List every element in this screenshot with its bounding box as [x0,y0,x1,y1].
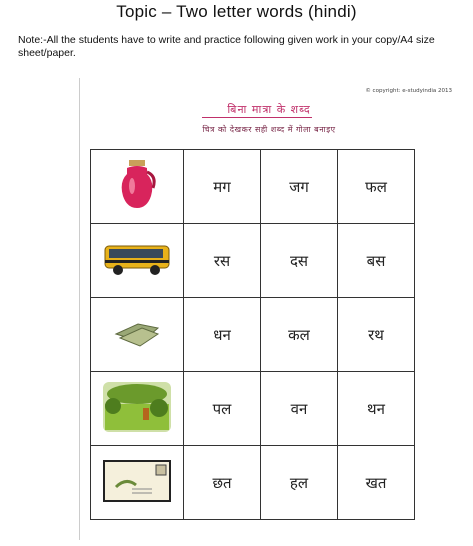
title-underline [202,117,312,118]
worksheet [79,78,458,540]
word-option: धन [184,298,261,372]
table-row [91,372,415,446]
table-row [91,298,415,372]
word-option: वन [261,372,338,446]
worksheet-title: बिना मात्रा के शब्द [227,103,311,116]
copyright-text: © copyright: e-studyindia 2013 [365,88,452,94]
page-title: Topic – Two letter words (hindi) [116,2,357,21]
letter-icon [102,459,172,507]
word-option: पल [184,372,261,446]
word-option: कल [261,298,338,372]
word-option: थन [338,372,415,446]
bus-icon [103,242,171,280]
word-option: बस [338,224,415,298]
table-row [91,446,415,520]
table-row [91,150,415,224]
word-option: जग [261,150,338,224]
word-option: हल [261,446,338,520]
word-option: दस [261,224,338,298]
word-option: खत [338,446,415,520]
word-option: छत [184,446,261,520]
worksheet-subtitle: चित्र को देखकर सही शब्द में गोला बनाइए [202,125,336,134]
word-grid [90,149,415,520]
forest-icon [103,382,171,436]
money-icon [112,318,162,352]
table-row [91,224,415,298]
word-option: फल [338,150,415,224]
jug-icon [117,158,157,216]
word-option: रथ [338,298,415,372]
word-option: रस [184,224,261,298]
word-option: मग [184,150,261,224]
instruction-note: Note:-All the students have to write and practice following given work in your copy/A4 size sheet/paper. [18,34,435,59]
